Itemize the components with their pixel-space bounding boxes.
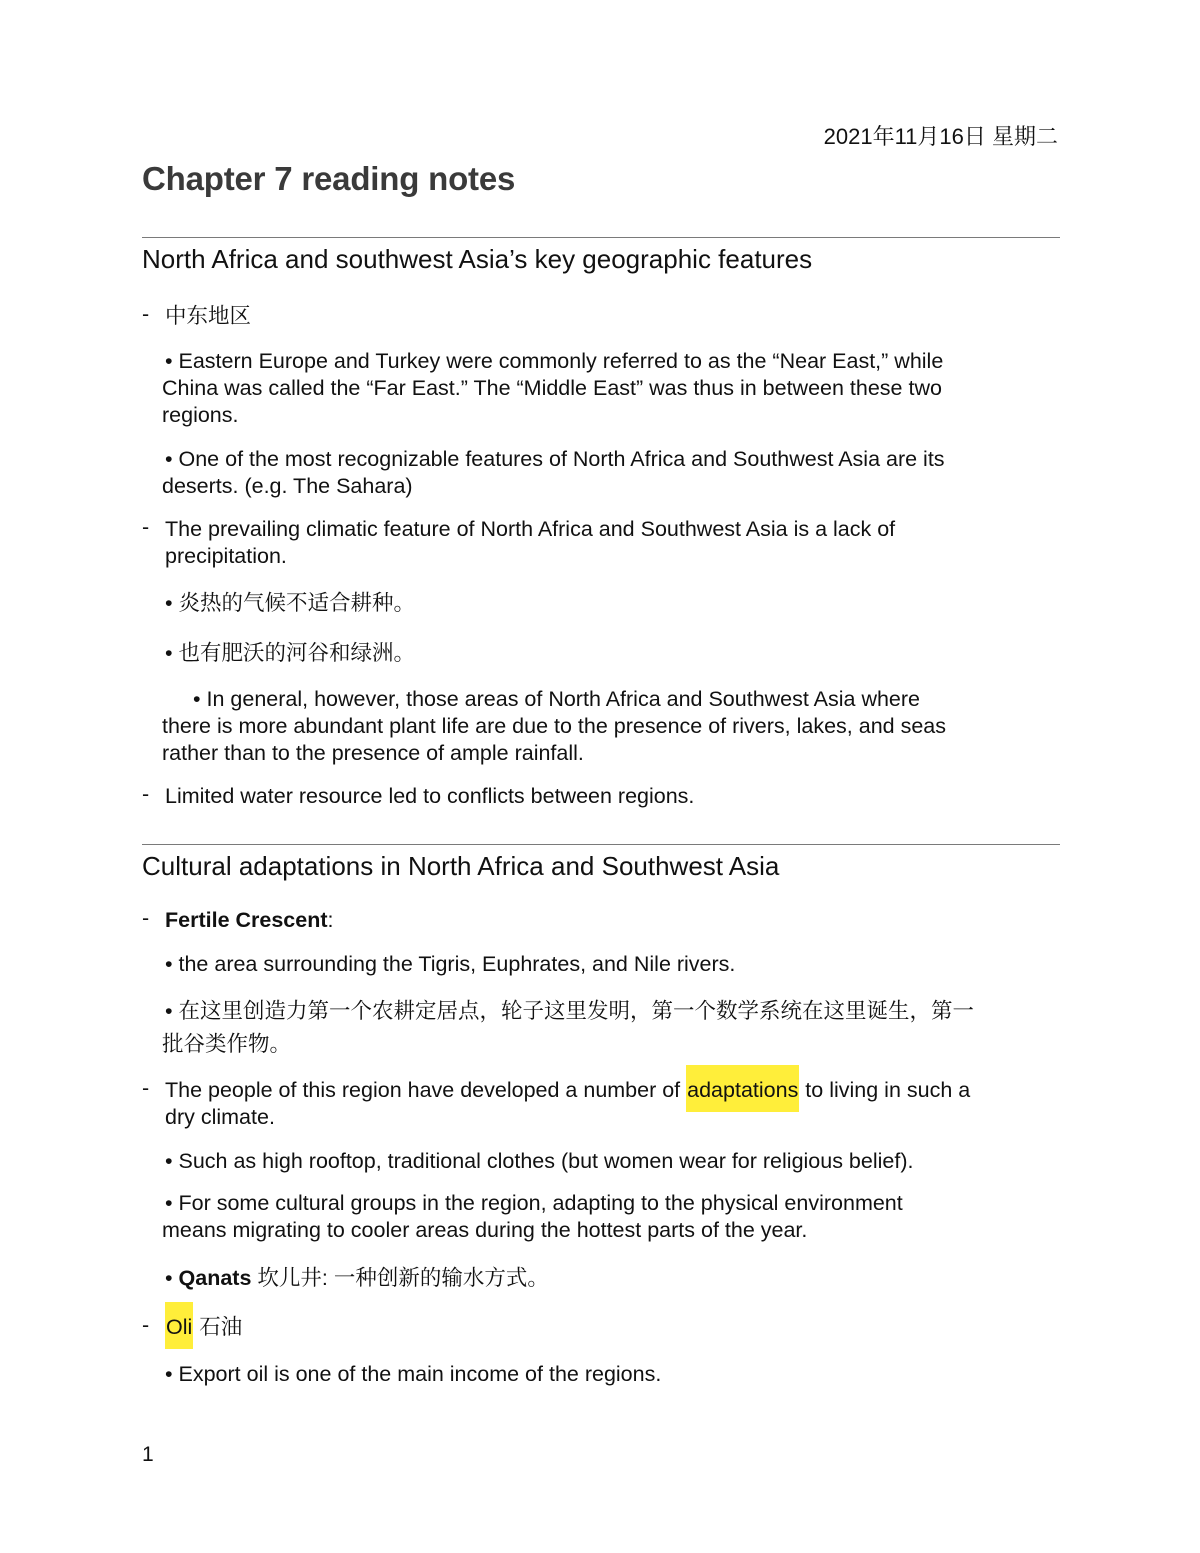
- section-2-heading: Cultural adaptations in North Africa and Southwest Asia: [142, 851, 780, 881]
- sub-bullet-cont: rather than to the presence of ample rainfall.: [162, 741, 584, 765]
- dash-marker: -: [142, 302, 150, 326]
- sub-bullet-cont: regions.: [162, 403, 239, 427]
- sub-bullet: [165, 1265, 549, 1292]
- term-qanats: Qanats: [178, 1266, 252, 1290]
- sub-bullet: • 也有肥沃的河谷和绿洲。: [165, 641, 416, 665]
- sub-bullet-cont: 批谷类作物。: [162, 1032, 292, 1056]
- dash-marker: -: [142, 906, 150, 930]
- text-segment: The people of this region have developed a number of: [165, 1078, 687, 1102]
- divider-2: [142, 844, 1060, 845]
- sub-bullet: • 在这里创造力第一个农耕定居点，轮子这里发明，第一个数学系统在这里诞生，第一: [165, 999, 975, 1023]
- list-item: [165, 1077, 970, 1104]
- dash-marker: -: [142, 1076, 150, 1100]
- sub-bullet: • 炎热的气候不适合耕种。: [165, 591, 416, 615]
- sub-bullet: • One of the most recognizable features of North Africa and Southwest Asia are its: [165, 447, 945, 471]
- sub-bullet: • Eastern Europe and Turkey were commonly referred to as the “Near East,” while: [165, 349, 944, 373]
- highlighted-term: adaptations: [686, 1065, 799, 1112]
- sub-bullet: • For some cultural groups in the region, adapting to the physical environment: [165, 1191, 903, 1215]
- list-item: Limited water resource led to conflicts between regions.: [165, 784, 695, 808]
- term-colon: :: [327, 908, 334, 932]
- date-stamp: 2021年11月16日 星期二: [823, 124, 1058, 149]
- list-item: [165, 1314, 242, 1341]
- sub-bullet-cont: means migrating to cooler areas during the hottest parts of the year.: [162, 1218, 808, 1242]
- divider-1: [142, 237, 1060, 238]
- bullet-glyph: •: [165, 1266, 179, 1290]
- sub-sub-bullet: • In general, however, those areas of North Africa and Southwest Asia where: [193, 687, 921, 711]
- sub-bullet-cont: deserts. (e.g. The Sahara): [162, 474, 413, 498]
- sub-bullet: • Export oil is one of the main income of the regions.: [165, 1362, 662, 1386]
- sub-bullet-cont: China was called the “Far East.” The “Middle East” was thus in between these two: [162, 376, 942, 400]
- dash-marker: -: [142, 782, 150, 806]
- dash-marker: -: [142, 515, 150, 539]
- text-segment: 石油: [193, 1315, 243, 1339]
- text-segment: 坎儿井: 一种创新的输水方式。: [251, 1266, 549, 1290]
- list-item-cont: dry climate.: [165, 1105, 275, 1129]
- term-fertile-crescent: Fertile Crescent: [165, 908, 328, 932]
- text-segment: to living in such a: [799, 1078, 971, 1102]
- list-item: 中东地区: [165, 304, 252, 328]
- page-number: 1: [142, 1443, 154, 1466]
- list-item: [165, 907, 334, 934]
- dash-marker: -: [142, 1313, 150, 1337]
- list-item: The prevailing climatic feature of North Africa and Southwest Asia is a lack of: [165, 517, 896, 541]
- sub-bullet: • the area surrounding the Tigris, Euphrates, and Nile rivers.: [165, 952, 736, 976]
- highlighted-term: Oli: [165, 1302, 193, 1349]
- sub-bullet-cont: there is more abundant plant life are due to the presence of rivers, lakes, and seas: [162, 714, 947, 738]
- sub-bullet: • Such as high rooftop, traditional clothes (but women wear for religious belief).: [165, 1149, 914, 1173]
- list-item-cont: precipitation.: [165, 544, 287, 568]
- section-1-heading: North Africa and southwest Asia’s key geographic features: [142, 244, 813, 274]
- page-title: Chapter 7 reading notes: [142, 160, 516, 197]
